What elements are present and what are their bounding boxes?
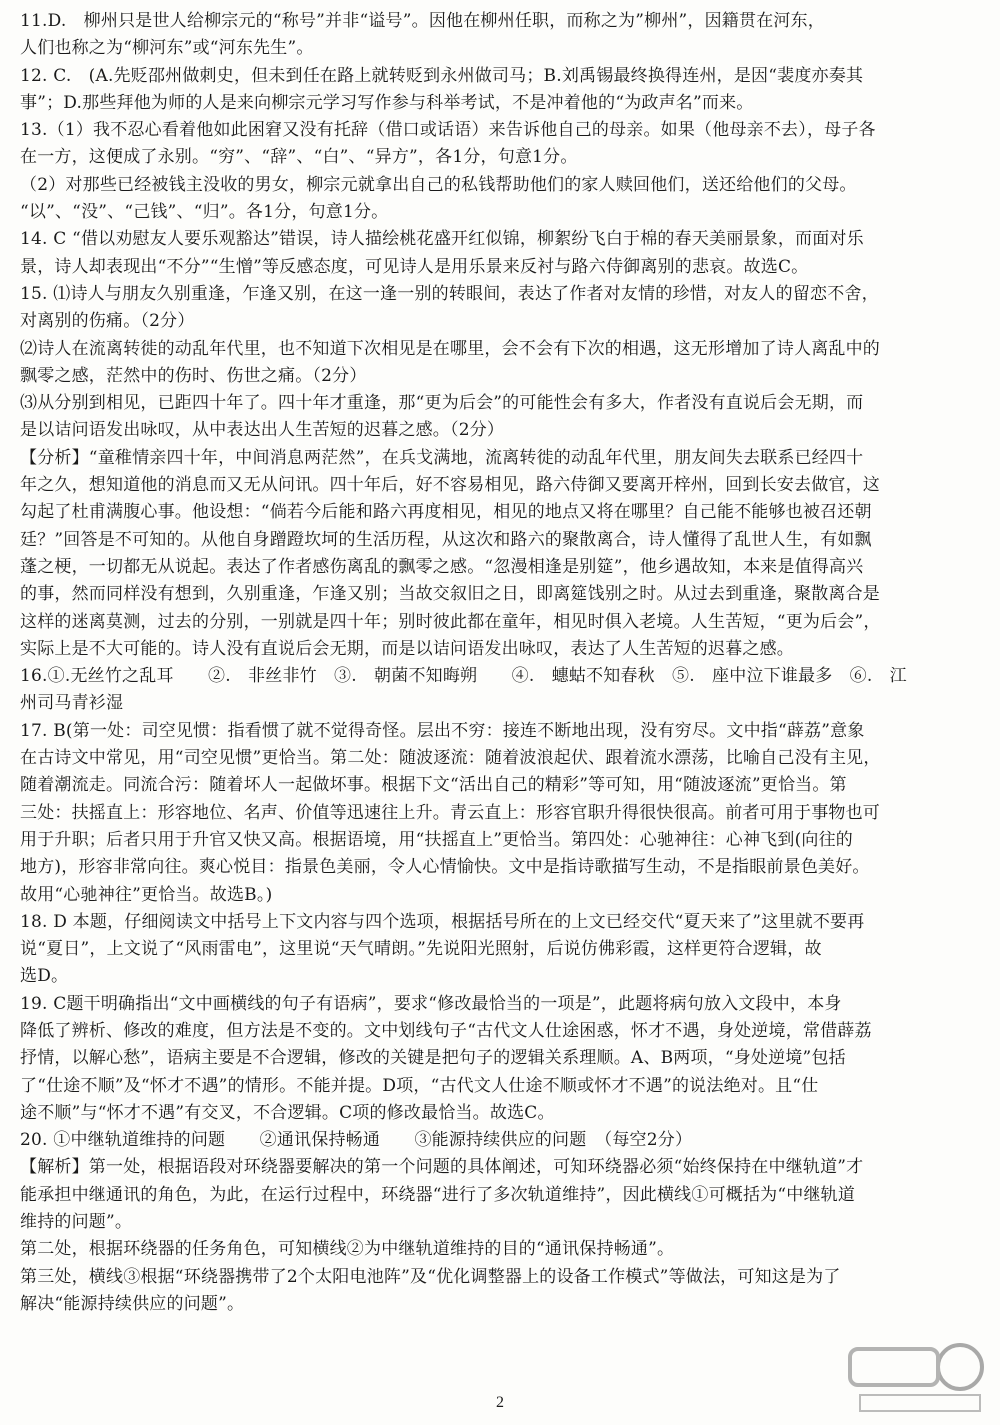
- text-line: 是以诘问语发出咏叹，从中表达出人生苦短的迟暮之感。（2分）: [20, 420, 505, 441]
- text-line: 16.①.无丝竹之乱耳 ②. 非丝非竹 ③. 朝菌不知晦朔 ④. 蟪蛄不知春秋 ⑤. 座中泣下谁最多 ⑥. 江: [20, 666, 907, 687]
- text-line: 对离别的伤痛。（2分）: [20, 311, 195, 332]
- text-line: 人们也称之为“柳河东”或“河东先生”。: [20, 38, 314, 59]
- text-line: 途不顺”与“怀才不遇”有交叉，不合逻辑。C项的修改最恰当。故选C。: [20, 1102, 555, 1123]
- text-line: （2）对那些已经被钱主没收的男女，柳宗元就拿出自己的私钱帮助他们的家人赎回他们，送还给他们的父母。: [20, 174, 857, 195]
- text-line: 说“夏日”，上文说了“风雨雷电”，这里说“天气晴朗。”先说阳光照射，后说仿佛彩霞，这样更符合逻辑，故: [20, 939, 822, 960]
- page-number: 2: [496, 1394, 504, 1411]
- text-line: 了“仕途不顺”及“怀才不遇”的情形。不能并提。D项，“古代文人仕途不顺或怀才不遇”的说法绝对。且“仕: [20, 1075, 819, 1096]
- text-line: ⑶从分别到相见，已距四十年了。四十年才重逢，那“更为后会”的可能性会有多大，作者没有直说后会无期，而: [20, 393, 864, 414]
- text-line: 实际上是不大可能的。诗人没有直说后会无期，而是以诘问语发出咏叹，表达了人生苦短的迟暮之感。: [20, 638, 794, 659]
- text-line: 17. B(第一处：司空见惯：指看惯了就不觉得奇怪。层出不穷：接连不断地出现，没有穷尽。文中指“薜荔”意象: [20, 720, 865, 741]
- text-line: 这样的迷离莫测，过去的分别，一别就是四十年；别时彼此都在童年，相见时俱入老境。人生苦短，“更为后会”，: [20, 611, 881, 632]
- text-line: 18. D 本题，仔细阅读文中括号上下文内容与四个选项，根据括号所在的上文已经交代“夏天来了”这里就不要再: [20, 911, 865, 932]
- text-line: 降低了辨析、修改的难度，但方法是不变的。文中划线句子“古代文人仕途困惑，怀才不遇，身处逆境，常借薜荔: [20, 1020, 872, 1041]
- text-line: 14. C “借以劝慰友人要乐观豁达”错误，诗人描绘桃花盛开红似锦，柳絮纷飞白于棉的春天美丽景象，而面对乐: [20, 229, 864, 250]
- text-line: 第二处，根据环绕器的任务角色，可知横线②为中继轨道维持的目的“通讯保持畅通”。: [20, 1239, 675, 1260]
- text-line: 的事，然而同样没有想到，久别重逢，乍逢又别；当故交叙旧之日，即离筵饯别之时。从过去到重逢，聚散离合是: [20, 584, 880, 605]
- text-line: 能承担中继通讯的角色，为此，在运行过程中，环绕器“进行了多次轨道维持”，因此横线①可概括为“中继轨道: [20, 1184, 856, 1205]
- text-line: 【解析】第一处，根据语段对环绕器要解决的第一个问题的具体阐述，可知环绕器必须“始终保持在中继轨道”才: [20, 1157, 864, 1178]
- text-line: “以”、“没”、“己钱”、“归”。各1分，句意1分。: [20, 202, 389, 223]
- text-line: 选D。: [20, 966, 69, 987]
- text-line: 景，诗人却表现出“不分”“生憎”等反感态度，可见诗人是用乐景来反衬与路六侍御离别的悲哀。故选C。: [20, 256, 809, 277]
- text-line: 第三处，横线③根据“环绕器携带了2个太阳电池阵”及“优化调整器上的设备工作模式”等做法，可知这是为了: [20, 1266, 841, 1287]
- text-line: 在一方，这便成了永别。“穷”、“辞”、“白”、“异方”，各1分，句意1分。: [20, 147, 578, 168]
- text-line: ⑵诗人在流离转徙的动乱年代里，也不知道下次相见是在哪里，会不会有下次的相遇，这无形增加了诗人离乱中的: [20, 338, 880, 359]
- text-line: 抒情，以解心愁”，语病主要是不合逻辑，修改的关键是把句子的逻辑关系理顺。A、B两项，“身处逆境”包括: [20, 1048, 846, 1069]
- text-line: 11.D. 柳州只是世人给柳宗元的“称号”并非“谥号”。因他在柳州任职，而称之为”柳州”，因籍贯在河东，: [20, 11, 826, 31]
- text-line: 三处：扶摇直上：形容地位、名声、价值等迅速往上升。青云直上：形容官职升得很快很高。前者可用于事物也可: [20, 802, 880, 823]
- text-line: 在古诗文中常见，用“司空见惯”更恰当。第二处：随波逐流：随着波浪起伏、跟着流水漂荡，比喻自己没有主见，: [20, 748, 881, 769]
- text-line: 15. ⑴诗人与朋友久别重逢，乍逢又别，在这一逢一别的转眼间，表达了作者对友情的珍惜，对友人的留恋不舍，: [20, 283, 879, 304]
- text-line: 廷？”回答是不可知的。从他自身蹭蹬坎坷的生活历程，从这次和路六的聚散离合，诗人懂得了乱世人生，有如飘: [20, 529, 872, 550]
- text-line: 年之久，想知道他的消息而又无从问讯。四十年后，好不容易相见，路六侍御又要离开梓州，回到长安去做官，这: [20, 475, 880, 496]
- text-line: 20. ①中继轨道维持的问题 ②通讯保持畅通 ③能源持续供应的问题 （每空2分）: [20, 1130, 693, 1151]
- text-line: 用于升职；后者只用于升官又快又高。根据语境，用“扶摇直上”更恰当。第四处：心驰神往：心神飞到(向往的: [20, 829, 854, 850]
- answer-document: [20, 8, 996, 1318]
- text-line: 解决“能源持续供应的问题”。: [20, 1293, 245, 1314]
- text-line: 飘零之感，茫然中的伤时、伤世之痛。（2分）: [20, 365, 367, 386]
- text-line: 19. C题干明确指出“文中画横线的句子有语病”，要求“修改最恰当的一项是”，此题将病句放入文段中，本身: [20, 993, 842, 1014]
- text-line: 勾起了杜甫满腹心事。他设想：“倘若今后能和路六再度相见，相见的地点又将在哪里？自己能不能够也被召还朝: [20, 502, 872, 523]
- text-line: 【分析】“童稚情亲四十年，中间消息两茫然”，在兵戈满地，流离转徙的动乱年代里，朋友间失去联系已经四十: [20, 447, 864, 468]
- text-line: 故用“心驰神往”更恰当。故选B。): [20, 884, 273, 905]
- text-line: 事”；D.那些拜他为师的人是来向柳宗元学习写作参与科举考试，不是冲着他的“为政声名”而来。: [20, 92, 754, 113]
- text-line: 地方)，形容非常向往。爽心悦目：指景色美丽，令人心情愉快。文中是指诗歌描写生动，不是指眼前景色美好。: [20, 857, 870, 878]
- text-line: 蓬之梗，一切都无从说起。表达了作者感伤离乱的飘零之感。“忽漫相逢是别筵”，他乡遇故知，本来是值得高兴: [20, 556, 864, 577]
- text-line: 12. C. (A.先贬邵州做刺史，但未到任在路上就转贬到永州做司马；B.刘禹锡最终换得连州，是因“裴度亦奏其: [20, 65, 864, 86]
- text-line: 13.（1）我不忍心看着他如此困窘又没有托辞（借口或话语）来告诉他自己的母亲。如果（他母亲不去），母子各: [20, 120, 876, 141]
- text-line: 随着潮流走。同流合污：随着坏人一起做坏事。根据下文“活出自己的精彩”等可知，用“随波逐流”更恰当。第: [20, 775, 847, 796]
- text-line: 州司马青衫湿: [20, 693, 124, 714]
- text-line: 维持的问题”。: [20, 1212, 133, 1233]
